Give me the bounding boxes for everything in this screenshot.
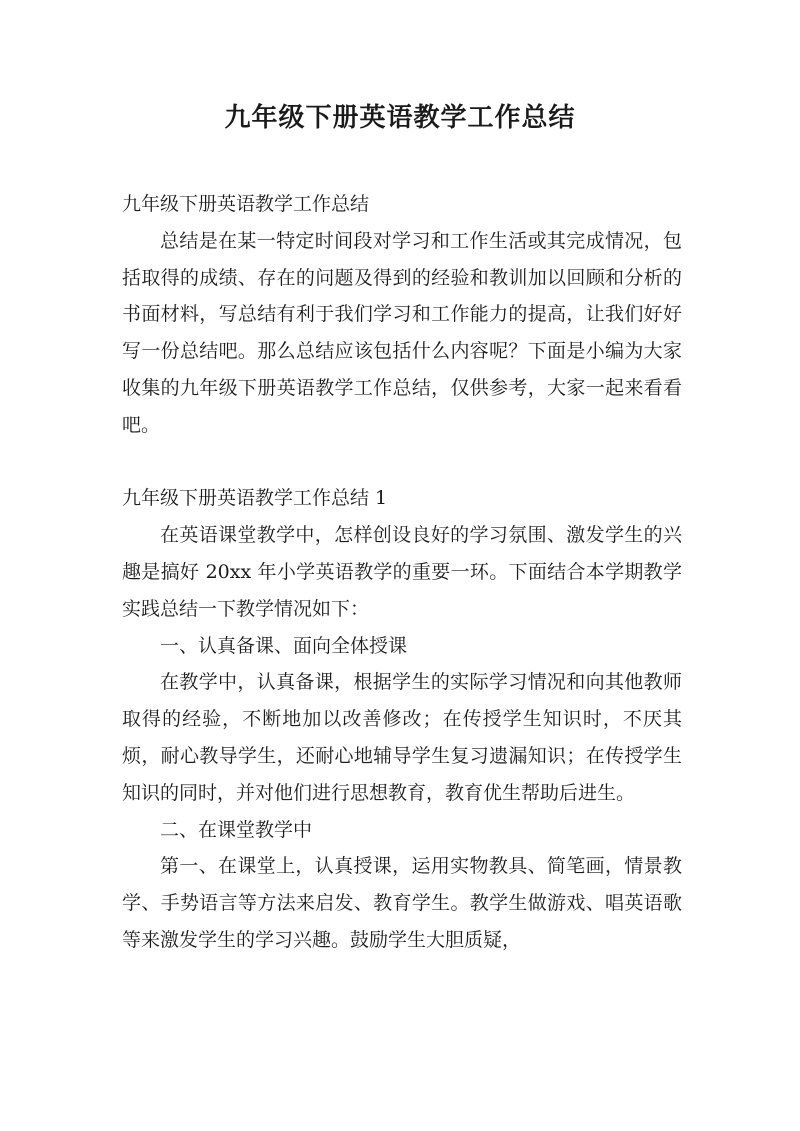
section-1-paragraph-1: 在英语课堂教学中，怎样创设良好的学习氛围、激发学生的兴趣是搞好 20xx 年小学英语教学的重要一环。下面结合本学期教学实践总结一下教学情况如下： bbox=[122, 524, 682, 620]
page-title: 九年级下册英语教学工作总结 bbox=[224, 103, 576, 133]
subheading-2: 二、在课堂教学中 bbox=[160, 818, 313, 841]
subheading-1: 一、认真备课、面向全体授课 bbox=[160, 634, 408, 657]
section-spacer bbox=[122, 444, 682, 481]
intro-paragraph: 总结是在某一特定时间段对学习和工作生活或其完成情况，包括取得的成绩、存在的问题及得到的经验和教训加以回顾和分析的书面材料，写总结有利于我们学习和工作能力的提高，让我们好好写一份总结吧。那么总结应该包括什么内容呢？下面是小编为大家收集的九年级下册英语教学工作总结，仅供参考，大家一起来看看吧。 bbox=[122, 229, 682, 436]
subheading-2-paragraph: 第一、在课堂上，认真授课，运用实物教具、简笔画，情景教学、手势语言等方法来启发、教育学生。教学生做游戏、唱英语歌等来激发学生的学习兴趣。鼓励学生大胆质疑， bbox=[122, 855, 682, 951]
section-heading-1: 九年级下册英语教学工作总结 1 bbox=[122, 487, 388, 510]
subheading-1-paragraph: 在教学中，认真备课，根据学生的实际学习情况和向其他教师取得的经验，不断地加以改善修改；在传授学生知识时，不厌其烦，耐心教导学生，还耐心地辅导学生复习遗漏知识；在传授学生知识的同时，并对他们进行思想教育，教育优生帮助后进生。 bbox=[122, 671, 682, 804]
document-body bbox=[122, 186, 682, 959]
intro-heading: 九年级下册英语教学工作总结 bbox=[122, 193, 370, 215]
